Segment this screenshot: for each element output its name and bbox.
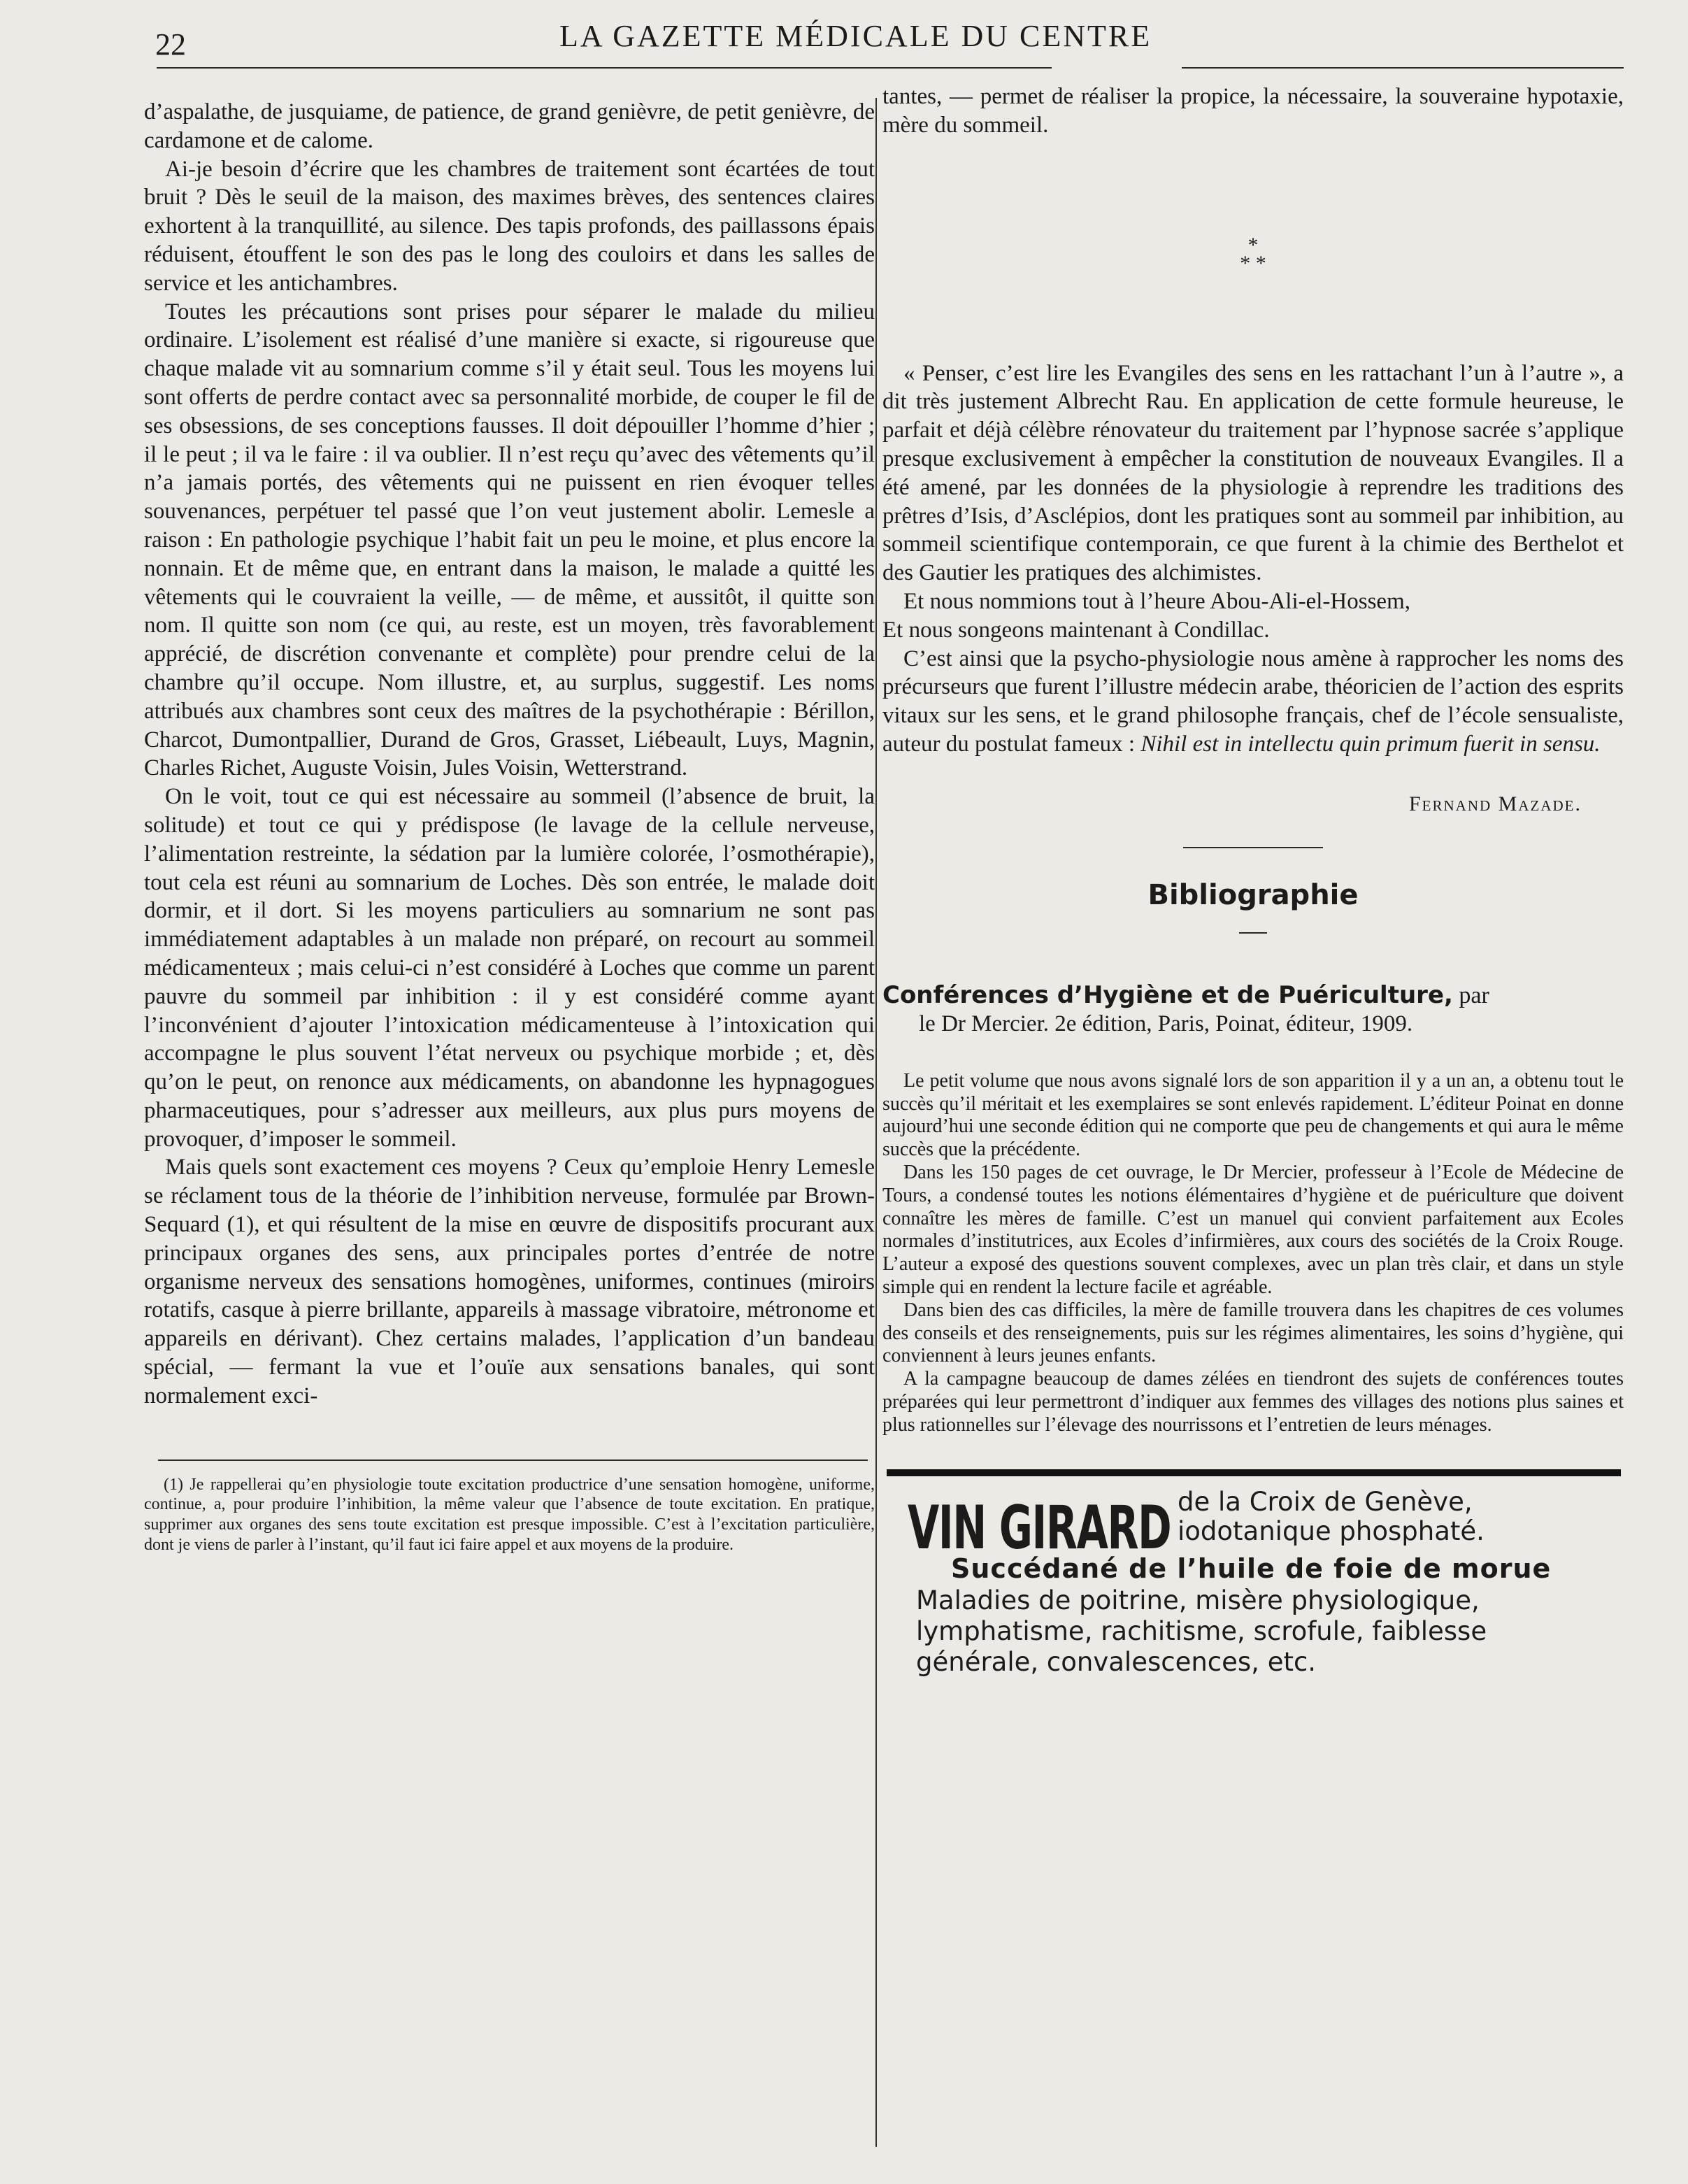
asterism-bottom: * *	[1240, 251, 1266, 275]
ad-headline: Succédané de l’huile de foie de morue	[951, 1553, 1552, 1584]
right-paragraph-1: tantes, — permet de réaliser la propice, la nécessaire, la souveraine hypotaxie, mère du sommeil.	[882, 84, 1624, 138]
section-title: Bibliographie	[1147, 878, 1359, 911]
article-signature: Fernand Mazade.	[1408, 792, 1582, 815]
right-paragraph-3: Et nous nommions tout à l’heure Abou-Ali-el-Hossem,	[903, 588, 1410, 614]
journal-title: LA GAZETTE MÉDICALE DU CENTRE	[559, 19, 1152, 53]
review-paragraph-1: Le petit volume que nous avons signalé lors de son apparition il y a un an, a obtenu tout le succès qu’il méritait et les exemplaires se sont enlevés rapidement. L’éditeur Poinat en donne aujourd’hui une seconde édition qui ne comporte que peu de changements et qui aura le même succès que la précédente.	[882, 1069, 1624, 1161]
header-rule-left	[157, 67, 1052, 69]
left-paragraph-2: Ai-je besoin d’écrire que les chambres de traitement sont écartées de tout bruit ? Dès le seuil de la maison, des maximes brèves, des sentences claires exhortent à la tranquillité, au silence. Des tapis profonds, des paillassons épais réduisent, étouffent le son des pas le long des couloirs et dans les salles de service et les antichambres.	[144, 156, 875, 296]
section-subrule	[1239, 932, 1267, 934]
book-title: Conférences d’Hygiène et de Puériculture,	[882, 980, 1453, 1009]
footnote-rule	[158, 1459, 868, 1461]
review-paragraph-3: Dans bien des cas difficiles, la mère de famille trouvera dans les chapitres de ces volumes des conseils et des renseignements, puis sur les régimes alimentaires, les soins d’hygiène, qui conviennent à leurs jeunes enfants.	[882, 1299, 1624, 1367]
review-paragraph-2: Dans les 150 pages de cet ouvrage, le Dr Mercier, professeur à l’Ecole de Médecine de Tours, a condensé toutes les notions élémentaires d’hygiène et de puériculture que doivent connaître les mères de famille. C’est un manuel qui convient parfaitement aux Ecoles normales d’institutrices, aux Ecoles d’infirmières, aux cours des sociétés de la Croix Rouge. L’auteur a exposé des questions souvent complexes, avec un plan très clair, et dans un style simple qui en rendent la lecture facile et agréable.	[882, 1161, 1624, 1298]
asterism	[882, 233, 1624, 275]
ad-tagline: de la Croix de Genève, iodotanique phosphaté.	[1178, 1486, 1485, 1546]
footnote: (1) Je rappellerai qu’en physiologie toute excitation productrice d’une sensation homogène, uniforme, continue, a, pour produire l’inhibition, la même valeur que l’absence de toute excitation. En pratique, supprimer aux organes des sens toute excitation est presque impossible. C’est à l’excitation particulière, dont je viens de parler à l’instant, qu’il faut ici faire appel et aux moyens de la produire.	[144, 1475, 875, 1554]
advertisement	[882, 1486, 1624, 1677]
right-paragraph-5	[882, 645, 1624, 759]
right-column	[882, 83, 1624, 1677]
section-rule	[1183, 847, 1323, 848]
column-divider	[875, 98, 877, 2147]
latin-quote: Nihil est in intellectu quin primum fuerit in sensu.	[1140, 731, 1601, 757]
left-paragraph-5: Mais quels sont exactement ces moyens ? Ceux qu’emploie Henry Lemesle se réclament tous de la théorie de l’inhibition nerveuse, formulée par Brown-Sequard (1), et qui résultent de la mise en œuvre de dispositifs procurant aux principaux organes des sens, aux principales portes d’entrée de notre organisme nerveux des sensations homogènes, uniformes, continues (miroirs rotatifs, casque à pierre brillante, appareils à massage vibratoire, métronome et appareils en dérivant). Chez certains malades, l’application d’un bandeau spécial, — fermant la vue et l’ouïe aux sensations banales, qui sont normalement exci-	[144, 1155, 875, 1408]
book-meta: le Dr Mercier. 2e édition, Paris, Poinat, éditeur, 1909.	[919, 1011, 1413, 1036]
left-paragraph-1: d’aspalathe, de jusquiame, de patience, de grand genièvre, de petit genièvre, de cardamone et de calome.	[144, 99, 875, 153]
book-title-tail: par	[1459, 982, 1489, 1008]
asterism-top: *	[1247, 233, 1259, 257]
review-paragraph-4: A la campagne beaucoup de dames zélées en tiendront des sujets de conférences toutes préparées qui leur permettront d’indiquer aux femmes des villages des notions plus saines et plus rationnelles sur l’élevage des nourrissons et l’entretien de leurs ménages.	[882, 1368, 1624, 1436]
book-title-line	[882, 981, 1624, 1010]
ad-body: Maladies de poitrine, misère physiologique, lymphatisme, rachitisme, scrofule, faiblesse générale, convalescences, etc.	[916, 1585, 1487, 1677]
ad-brand: VIN GIRARD	[908, 1492, 1171, 1563]
left-paragraph-4: On le voit, tout ce qui est nécessaire au sommeil (l’absence de bruit, la solitude) et tout ce qui y prédispose (le lavage de la cellule nerveuse, l’alimentation restreinte, la sédation par la lumière colorée, l’osmothérapie), tout cela est réuni au somnarium de Loches. Dès son entrée, le malade doit dormir, et il dort. Si les moyens particuliers au somnarium ne sont pas immédiatement adaptables à un malade non préparé, on recourt au sommeil médicamenteux ; mais celui-ci n’est considéré à Loches que comme un parent pauvre du sommeil par inhibition : il y est considéré comme ayant l’inconvénient d’ajouter l’intoxication médicamenteuse à l’intoxication qui accompagne le plus souvent l’état nerveux ou psychique morbide ; et, dès qu’on le peut, on renonce aux médicaments, on abandonne les hypnagogues pharmaceutiques, pour s’adresser aux meilleurs, aux plus purs moyens de provoquer, d’imposer le sommeil.	[144, 784, 875, 1152]
right-paragraph-5-text: C’est ainsi que la psycho-physiologie nous amène à rapprocher les noms des précurseurs que furent l’illustre médecin arabe, théoricien de l’action des esprits vitaux sur les sens, et le grand philosophe français, chef de l’école sensualiste, auteur du postulat fameux :	[882, 645, 1624, 757]
book-review	[882, 1070, 1624, 1437]
page-number: 22	[155, 27, 186, 62]
advertisement-rule	[887, 1469, 1621, 1476]
header-rule-right	[1182, 67, 1624, 69]
right-paragraph-4: Et nous songeons maintenant à Condillac.	[882, 617, 1270, 643]
right-paragraph-2: « Penser, c’est lire les Evangiles des sens en les rattachant l’un à l’autre », a dit très justement Albrecht Rau. En application de cette formule heureuse, le parfait et déjà célèbre rénovateur du traitement par l’hypnose sacrée s’applique presque exclusivement à empêcher la constitution de nouveaux Evangiles. Il a été amené, par les données de la physiologie à reprendre les traditions des prêtres d’Isis, d’Asclépios, dont les pratiques sont au sommeil par inhibition, au sommeil scientifique contemporain, ce que furent à la chimie des Berthelot et des Gautier les pratiques des alchimistes.	[882, 360, 1624, 586]
left-paragraph-3: Toutes les précautions sont prises pour séparer le malade du milieu ordinaire. L’isolement est réalisé d’une manière si exacte, si rigoureuse que chaque malade vit au somnarium comme s’il y était seul. Tous les moyens lui sont offerts de perdre contact avec sa personnalité morbide, de couper le fil de ses obsessions, de ses conceptions fausses. Il doit dépouiller l’homme d’hier ; il le peut ; il va le faire : il va oublier. Il n’est reçu qu’avec des vêtements qu’il n’a jamais portés, des vêtements qui ne puissent en rien évoquer telles souvenances, perpétuer tel passé que l’on veut justement abolir. Lemesle a raison : En pathologie psychique l’habit fait un peu le moine, et plus encore la nonnain. Et de même que, en entrant dans la maison, le malade a quitté les vêtements qui le couvraient la veille, — de même, et aussitôt, il quitte son nom. Il quitte son nom (ce qui, au reste, est un moyen, très favorablement apprécié, de discrétion convenante et complète) pour prendre celui de la chambre qu’il occupe. Nom illustre, et, au surplus, suggestif. Les noms attribués aux chambres sont ceux des maîtres de la psychothérapie : Bérillon, Charcot, Dumontpallier, Durand de Gros, Grasset, Liébeault, Luys, Magnin, Charles Richet, Auguste Voisin, Jules Voisin, Wetterstrand.	[144, 299, 875, 781]
left-column	[144, 98, 875, 1555]
